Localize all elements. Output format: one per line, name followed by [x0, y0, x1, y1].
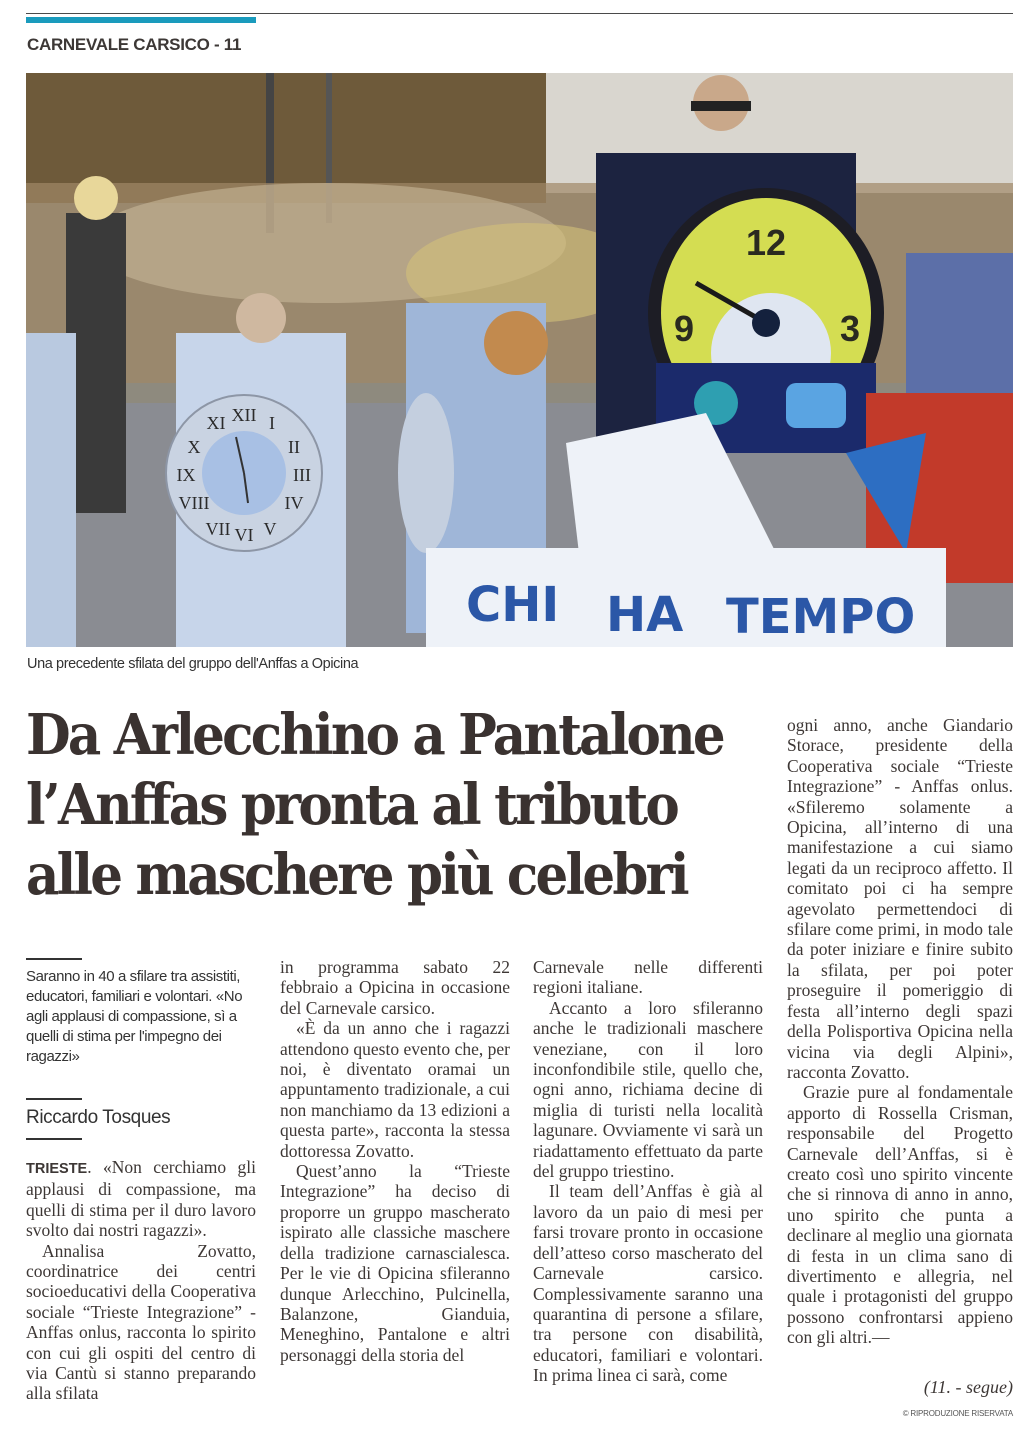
- subheadline-deck: Saranno in 40 a sfilare tra assistiti, educatori, familiari e volontari. «No agli applausi di compassione, sì a quelli di stima per l'impegno dei ragazzi»: [26, 968, 243, 1065]
- body-paragraph: Accanto a loro sfileranno anche le tradizionali maschere veneziane, con il loro inconfondibile stile, quello che, ogni anno, richiama decine di miglia di turisti nella località lagunare. Ovviamente vi sarà un riadattamento effettuato da parte del gruppo triestino.: [533, 997, 763, 1182]
- svg-text:3: 3: [839, 308, 861, 349]
- body-paragraph: Il team dell’Anffas è già al lavoro da un paio di mesi per farsi trovare pronto in occasione dell’atteso corso mascherato del Carnevale carsico. Complessivamente saranno una quarantina di persone a sfilare, tra persone con disabilità, educatori, familiari e volontari. In prima linea ci sarà, come: [533, 1181, 763, 1386]
- body-paragraph: Grazie pure al fondamentale apporto di Rossella Crisman, responsabile del Progetto Carnevale dell’Anffas, si è creato così uno spirito vincente che si rinnova di anno in anno, uno spirito che punta a declinare al meglio una giornata di festa in un clima sano di divertimento e allegria, nel quale i protagonisti del gruppo possono confrontarsi appieno con gli altri.—: [787, 1082, 1013, 1348]
- body-paragraph: TRIESTE. «Non cerchiamo gli applausi di compassione, ma quelli di stima per il duro lavoro svolto dai nostri ragazzi».: [26, 1157, 256, 1241]
- svg-text:X: X: [187, 437, 201, 457]
- deck-divider: [26, 958, 82, 960]
- svg-text:III: III: [293, 465, 311, 485]
- headline: [26, 700, 723, 910]
- body-paragraph: Carnevale nelle differenti regioni italiane.: [533, 957, 763, 998]
- body-paragraph: Annalisa Zovatto, coordinatrice dei centri socioeducativi della Cooperativa sociale “Trieste Integrazione” - Anffas onlus, racconta lo spirito con cui gli ospiti del centro di via Cantù si stanno preparando alla sfilata: [26, 1240, 256, 1404]
- body-column-2: [280, 957, 510, 1365]
- svg-text:TEMPO: TEMPO: [726, 589, 916, 645]
- body-paragraph: ogni anno, anche Giandario Storace, presidente della Cooperativa sociale “Trieste Integrazione” - Anffas onlus. «Sfileremo solamente a Opicina, all’interno di una manifestazione a cui siamo legati da un reciproco affetto. Il comitato poi ci ha sempre agevolato permettendoci di sfilare come primi, in modo tale da poter iniziare e finire subito la sfilata, per poi poter proseguire il pomeriggio di festa all’interno degli spazi della Polisportiva Opicina nella vicina via degli Alpini», racconta Zovatto.: [787, 715, 1013, 1082]
- headline-line: alle maschere più celebri: [26, 842, 687, 908]
- body-paragraph: Quest’anno la “Trieste Integrazione” ha deciso di proporre un gruppo mascherato ispirato alle classiche maschere della tradizione carnascialesca. Per le vie di Opicina sfileranno dunque Arlecchino, Pulcinella, Balanzone, Gianduia, Meneghino, Pantalone e altri personaggi della storia del: [280, 1161, 510, 1365]
- svg-text:CHI: CHI: [466, 577, 560, 633]
- svg-text:I: I: [269, 413, 275, 433]
- section-accent-bar: [26, 17, 256, 23]
- body-column-3: [533, 957, 763, 1386]
- top-rule: [26, 13, 1013, 14]
- svg-text:VI: VI: [234, 525, 254, 545]
- byline-divider-top: [26, 1098, 82, 1100]
- photo-caption: Una precedente sfilata del gruppo dell'Anffas a Opicina: [27, 656, 359, 672]
- headline-line: Da Arlecchino a Pantalone: [26, 702, 723, 768]
- article-photo: [26, 73, 1013, 647]
- svg-text:XI: XI: [206, 413, 226, 433]
- svg-text:IV: IV: [284, 493, 304, 513]
- continuation-note: (11. - segue): [923, 1377, 1013, 1397]
- svg-text:HA: HA: [606, 587, 684, 643]
- svg-text:V: V: [263, 519, 277, 539]
- body-column-4: [787, 715, 1013, 1348]
- svg-text:9: 9: [673, 308, 695, 349]
- svg-text:II: II: [288, 437, 300, 457]
- svg-text:VIII: VIII: [178, 493, 210, 513]
- byline: Riccardo Tosques: [26, 1107, 171, 1128]
- headline-line: l’Anffas pronta al tributo: [26, 772, 677, 838]
- body-paragraph: in programma sabato 22 febbraio a Opicina in occasione del Carnevale carsico.: [280, 957, 510, 1018]
- roman-clock: [166, 395, 322, 551]
- dateline: TRIESTE: [26, 1161, 88, 1177]
- svg-text:12: 12: [745, 222, 787, 263]
- copyright-notice: © RIPRODUZIONE RISERVATA: [902, 1409, 1013, 1418]
- body-paragraph: «È da un anno che i ragazzi attendono questo evento che, per noi, è diventato oramai un appuntamento tradizionale, a cui non manchiamo da 13 edizioni a questa parte», racconta la stessa dottoressa Zovatto.: [280, 1018, 510, 1161]
- svg-text:XII: XII: [231, 405, 257, 425]
- svg-text:VII: VII: [205, 519, 231, 539]
- body-column-1: [26, 1157, 256, 1404]
- svg-text:IX: IX: [176, 465, 196, 485]
- byline-divider-bottom: [26, 1138, 82, 1140]
- section-kicker: CARNEVALE CARSICO - 11: [27, 35, 242, 54]
